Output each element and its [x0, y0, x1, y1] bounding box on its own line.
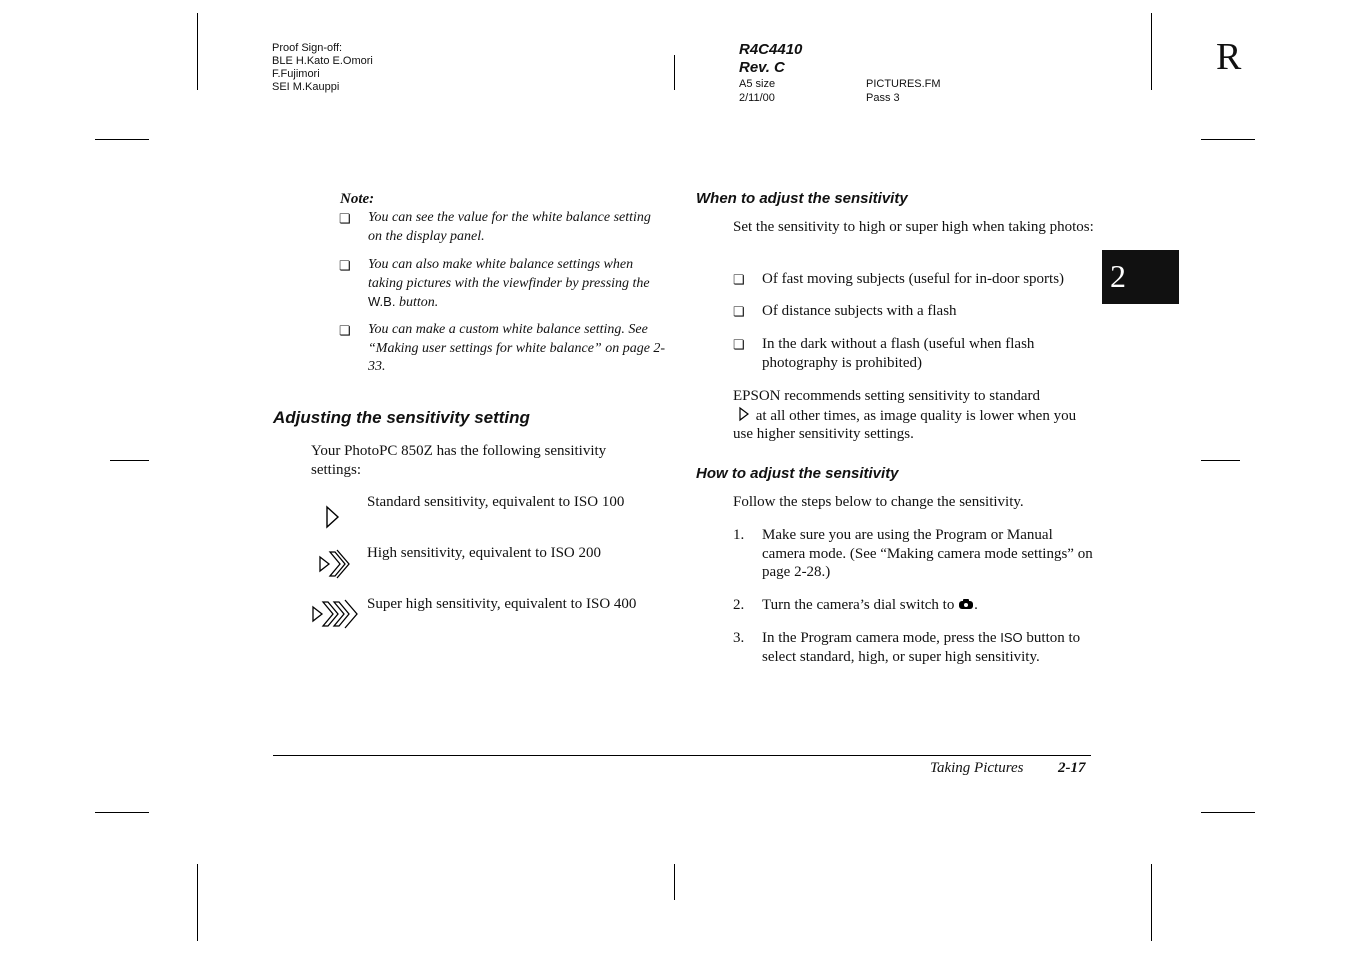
- when-item: Of fast moving subjects (useful for in-door sports): [762, 271, 1065, 287]
- chapter-tab: [1102, 250, 1179, 304]
- footer-page-number: 2-17: [1058, 760, 1086, 776]
- note-item-tail: button.: [398, 295, 439, 310]
- note-item-text: You can also make white balance settings when taking pictures with the viewfinder by pressing the: [368, 257, 650, 291]
- step-text-tail: .: [974, 597, 978, 613]
- recommend-line-1: EPSON recommends setting sensitivity to standard: [733, 388, 1041, 404]
- step-text: [762, 629, 1097, 666]
- doc-filename: PICTURES.FM: [866, 78, 941, 90]
- sensitivity-high-label: High sensitivity, equivalent to ISO 200: [367, 545, 602, 561]
- crop-mark: [1201, 460, 1240, 461]
- footer-rule: [273, 755, 1091, 756]
- proof-signoff-label: Proof Sign-off:: [272, 42, 343, 54]
- crop-mark: [95, 139, 149, 140]
- step-text-tail: button to select standard, high, or super high sensitivity.: [762, 630, 1081, 665]
- sensitivity-super-high-label: Super high sensitivity, equivalent to ISO 400: [367, 596, 637, 612]
- signer: BLE H.Kato E.Omori: [272, 55, 373, 67]
- iso-button-key: ISO: [1000, 630, 1023, 645]
- proof-signoff: [272, 42, 373, 94]
- doc-info: [739, 41, 802, 77]
- step-text-main: In the Program camera mode, press the: [762, 630, 997, 646]
- crop-mark: [197, 864, 198, 941]
- step-number: 2.: [733, 597, 745, 613]
- standard-sensitivity-icon: [322, 504, 342, 530]
- wb-button-key: W.B.: [368, 294, 396, 309]
- bullet-icon: ❏: [733, 337, 745, 352]
- crop-mark: [1151, 13, 1152, 90]
- super-high-sensitivity-icon: [310, 596, 362, 632]
- revision: Rev. C: [739, 59, 785, 76]
- section-title: Adjusting the sensitivity setting: [273, 408, 530, 427]
- doc-size: A5 size: [739, 78, 776, 90]
- note-label: Note:: [340, 191, 375, 207]
- when-title: When to adjust the sensitivity: [696, 190, 908, 207]
- step-number: 3.: [733, 630, 745, 646]
- camera-mode-icon: [958, 598, 974, 610]
- intro-paragraph: Your PhotoPC 850Z has the following sensitivity settings:: [311, 443, 607, 478]
- crop-mark: [197, 13, 198, 90]
- step-text-main: Turn the camera’s dial switch to: [762, 597, 955, 613]
- chapter-tab-number: 2: [1110, 258, 1126, 294]
- step-number: 1.: [733, 527, 745, 543]
- step-text: [762, 596, 1097, 615]
- signer: F.Fujimori: [272, 68, 320, 80]
- bullet-icon: ❏: [733, 272, 745, 287]
- when-intro: Set the sensitivity to high or super high when taking photos:: [733, 219, 1094, 235]
- note-item: You can make a custom white balance setting. See “Making user settings for white balance” on page 2-33.: [368, 322, 666, 374]
- recommend-text: at all other times, as image quality is lower when you use higher sensitivity settings.: [733, 407, 1077, 442]
- bullet-icon: ❏: [339, 323, 351, 338]
- crop-mark: [95, 812, 149, 813]
- crop-mark: [674, 55, 675, 90]
- bullet-icon: ❏: [733, 304, 745, 319]
- crop-mark: [1201, 139, 1255, 140]
- sensitivity-standard-label: Standard sensitivity, equivalent to ISO 100: [367, 494, 625, 510]
- crop-mark: [674, 864, 675, 900]
- recommend-paragraph: [733, 387, 1095, 444]
- when-item: In the dark without a flash (useful when flash photography is prohibited): [762, 336, 1035, 371]
- signer: SEI M.Kauppi: [272, 81, 340, 93]
- note-item: [368, 256, 668, 313]
- recommend-rest: [733, 406, 1095, 444]
- bullet-icon: ❏: [339, 211, 351, 226]
- doc-date: 2/11/00: [739, 92, 775, 104]
- note-item: You can see the value for the white balance setting on the display panel.: [368, 210, 651, 244]
- doc-code: R4C4410: [739, 41, 803, 58]
- crop-mark: [1201, 812, 1255, 813]
- how-title: How to adjust the sensitivity: [696, 465, 899, 482]
- crop-mark: [1151, 864, 1152, 941]
- footer-chapter-name: Taking Pictures: [930, 760, 1024, 776]
- step-text: Make sure you are using the Program or Manual camera mode. (See “Making camera mode settings” on page 2-28.): [762, 527, 1093, 580]
- how-intro: Follow the steps below to change the sensitivity.: [733, 494, 1024, 510]
- when-item: Of distance subjects with a flash: [762, 303, 957, 319]
- corner-mark: R: [1216, 36, 1242, 78]
- doc-pass: Pass 3: [866, 92, 900, 104]
- standard-sensitivity-icon: [736, 406, 752, 422]
- crop-mark: [110, 460, 149, 461]
- high-sensitivity-icon: [316, 546, 356, 582]
- bullet-icon: ❏: [339, 258, 351, 273]
